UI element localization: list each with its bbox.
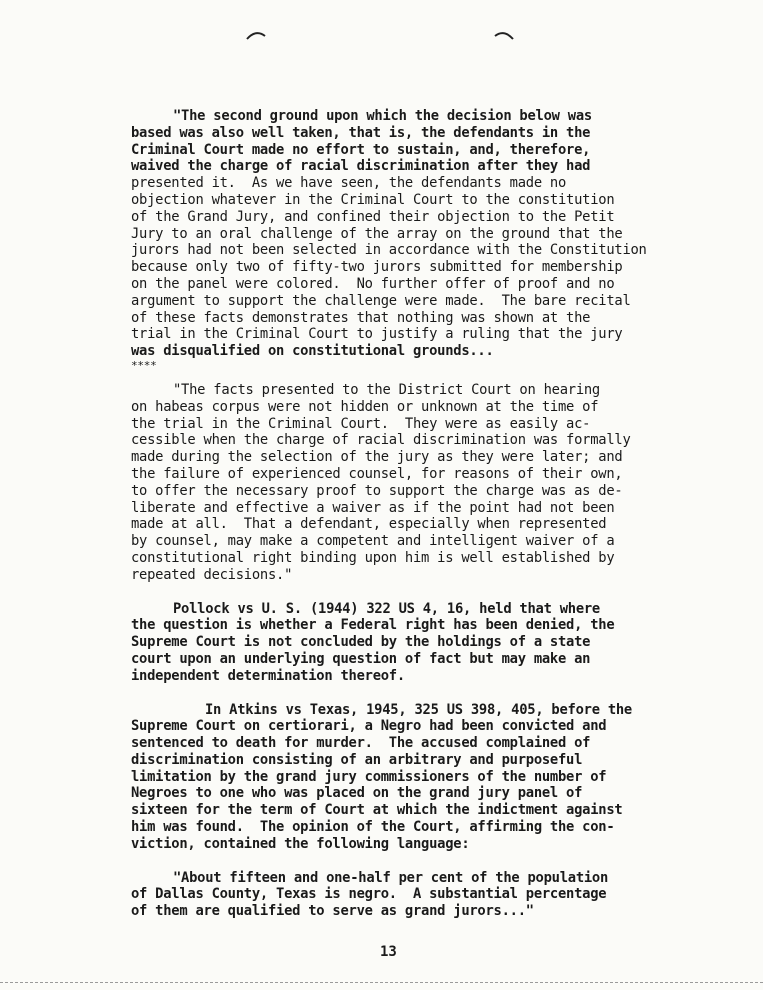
- text-line: Jury to an oral challenge of the array on the ground that the: [131, 225, 623, 242]
- scan-edge-rule: [0, 982, 763, 984]
- quote-paragraph-2: [131, 382, 711, 584]
- text-line: "The second ground upon which the decision below was: [173, 108, 592, 124]
- text-line: to offer the necessary proof to support the charge was as de-: [131, 482, 623, 499]
- text-line: viction, contained the following language:: [131, 835, 470, 852]
- text-line: on habeas corpus were not hidden or unknown at the time of: [131, 398, 599, 415]
- text-line: of them are qualified to serve as grand jurors...": [131, 903, 534, 920]
- text-line: the trial in the Criminal Court. They were as easily ac-: [131, 415, 591, 432]
- text-line: In Atkins vs Texas, 1945, 325 US 398, 405, before the: [205, 701, 632, 718]
- text-line: of these facts demonstrates that nothing was shown at the: [131, 309, 591, 326]
- text-line: court upon an underlying question of fact but may make an: [131, 650, 591, 667]
- text-line: trial in the Criminal Court to justify a ruling that the jury: [131, 326, 623, 343]
- text-line: constitutional right binding upon him is well established by: [131, 549, 615, 566]
- page-number: 13: [380, 944, 397, 960]
- text-line: made at all. That a defendant, especially when represented: [131, 516, 607, 533]
- text-line: limitation by the grand jury commissioners of the number of: [131, 768, 607, 785]
- citation-paragraph-atkins: [131, 702, 711, 853]
- text-line: argument to support the challenge were made. The bare recital: [131, 292, 631, 309]
- text-line: jurors had not been selected in accordance with the Constitution: [131, 242, 647, 259]
- text-line: him was found. The opinion of the Court, affirming the con-: [131, 819, 615, 836]
- quote-paragraph-1: [131, 108, 711, 372]
- text-line: "About fifteen and one-half per cent of the population: [173, 869, 609, 886]
- text-line: Negroes to one who was placed on the grand jury panel of: [131, 785, 583, 802]
- text-line: the failure of experienced counsel, for reasons of their own,: [131, 465, 623, 482]
- text-line: discrimination consisting of an arbitrary and purposeful: [131, 751, 583, 768]
- section-break: ****: [131, 358, 157, 372]
- text-line: made during the selection of the jury as they were later; and: [131, 449, 623, 466]
- text-line: Supreme Court on certiorari, a Negro had been convicted and: [131, 718, 607, 735]
- text-line: cessible when the charge of racial discrimination was formally: [131, 432, 631, 449]
- text-line: repeated decisions.": [131, 566, 293, 583]
- text-line: of the Grand Jury, and confined their objection to the Petit: [131, 208, 615, 225]
- document-body: [131, 108, 711, 920]
- punch-mark-right: [494, 30, 514, 40]
- text-line: based was also well taken, that is, the defendants in the: [131, 124, 591, 141]
- text-line: presented it. As we have seen, the defendants made no: [131, 175, 567, 192]
- text-line: Criminal Court made no effort to sustain, and, therefore,: [131, 141, 591, 158]
- quote-paragraph-dallas: [131, 870, 711, 920]
- text-line: Supreme Court is not concluded by the holdings of a state: [131, 634, 591, 651]
- text-line: sixteen for the term of Court at which the indictment against: [131, 802, 623, 819]
- text-line: waived the charge of racial discrimination after they had: [131, 158, 591, 175]
- text-line: sentenced to death for murder. The accused complained of: [131, 735, 591, 752]
- text-line: Pollock vs U. S. (1944) 322 US 4, 16, held that where: [173, 600, 600, 617]
- text-line: because only two of fifty-two jurors submitted for membership: [131, 259, 623, 276]
- text-line: "The facts presented to the District Court on hearing: [173, 381, 600, 398]
- text-line: objection whatever in the Criminal Court to the constitution: [131, 191, 615, 208]
- text-line: of Dallas County, Texas is negro. A substantial percentage: [131, 886, 607, 903]
- text-line: was disqualified on constitutional grounds...: [131, 343, 494, 360]
- text-line: independent determination thereof.: [131, 667, 405, 684]
- text-line: liberate and effective a waiver as if the point had not been: [131, 499, 615, 516]
- text-line: the question is whether a Federal right has been denied, the: [131, 617, 615, 634]
- text-line: by counsel, may make a competent and intelligent waiver of a: [131, 533, 615, 550]
- citation-paragraph-pollock: [131, 601, 711, 685]
- punch-mark-left: [246, 30, 266, 40]
- text-line: on the panel were colored. No further offer of proof and no: [131, 275, 615, 292]
